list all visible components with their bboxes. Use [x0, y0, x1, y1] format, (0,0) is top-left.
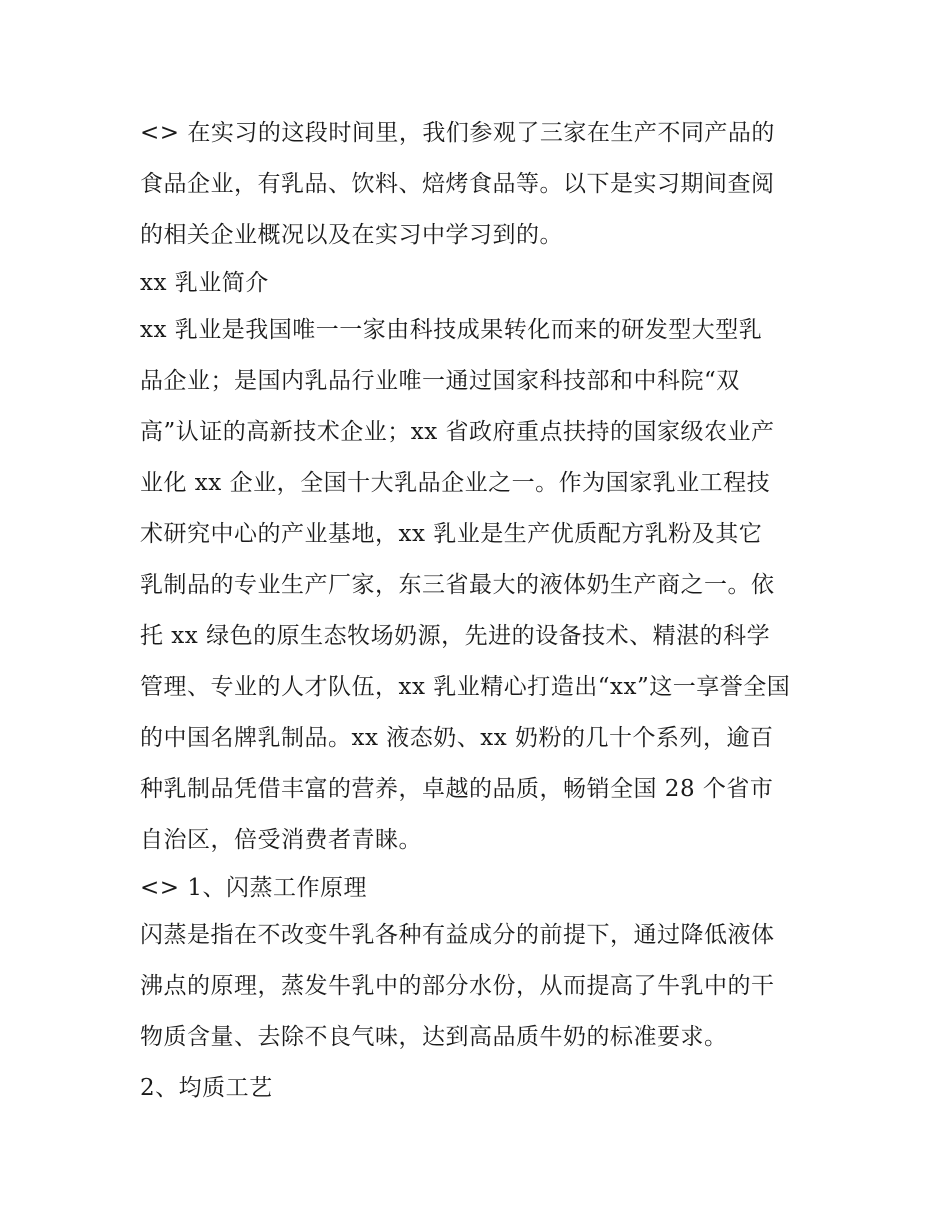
- paragraph-intro-line-1: <> 在实习的这段时间里，我们参观了三家在生产不同产品的: [140, 120, 775, 146]
- paragraph-flash-line-2: 沸点的原理，蒸发牛乳中的部分水份，从而提高了牛乳中的干: [140, 973, 775, 999]
- paragraph-company-line-7: 托 xx 绿色的原生态牧场奶源，先进的设备技术、精湛的科学: [140, 623, 771, 649]
- paragraph-company-line-2: 品企业；是国内乳品行业唯一通过国家科技部和中科院“双: [140, 368, 740, 394]
- document-page: [140, 108, 820, 1114]
- paragraph-company-line-6: 乳制品的专业生产厂家，东三省最大的液体奶生产商之一。依: [140, 572, 775, 598]
- paragraph-flash-line-3: 物质含量、去除不良气味，达到高品质牛奶的标准要求。: [140, 1024, 728, 1050]
- paragraph-company-line-3: 高”认证的高新技术企业；xx 省政府重点扶持的国家级农业产: [140, 419, 775, 445]
- paragraph-flash-line-1: 闪蒸是指在不改变牛乳各种有益成分的前提下，通过降低液体: [140, 922, 775, 948]
- section-heading-flash-evaporation: <> 1、闪蒸工作原理: [140, 875, 367, 901]
- paragraph-company-line-11: 自治区，倍受消费者青睐。: [140, 827, 422, 853]
- paragraph-company-line-5: 术研究中心的产业基地，xx 乳业是生产优质配方乳粉及其它: [140, 521, 763, 547]
- paragraph-intro-line-3: 的相关企业概况以及在实习中学习到的。: [140, 222, 563, 248]
- paragraph-intro-line-2: 食品企业，有乳品、饮料、焙烤食品等。以下是实习期间查阅: [140, 171, 775, 197]
- section-heading-company-intro: xx 乳业简介: [140, 270, 269, 296]
- paragraph-company-line-4: 业化 xx 企业，全国十大乳品企业之一。作为国家乳业工程技: [140, 470, 771, 496]
- paragraph-company-line-1: xx 乳业是我国唯一一家由科技成果转化而来的研发型大型乳: [140, 317, 763, 343]
- section-heading-homogenization: 2、均质工艺: [140, 1075, 273, 1101]
- paragraph-company-line-10: 种乳制品凭借丰富的营养，卓越的品质，畅销全国 28 个省市: [140, 776, 774, 802]
- paragraph-company-line-9: 的中国名牌乳制品。xx 液态奶、xx 奶粉的几十个系列，逾百: [140, 725, 774, 751]
- paragraph-company-line-8: 管理、专业的人才队伍，xx 乳业精心打造出“xx”这一享誉全国: [140, 674, 791, 700]
